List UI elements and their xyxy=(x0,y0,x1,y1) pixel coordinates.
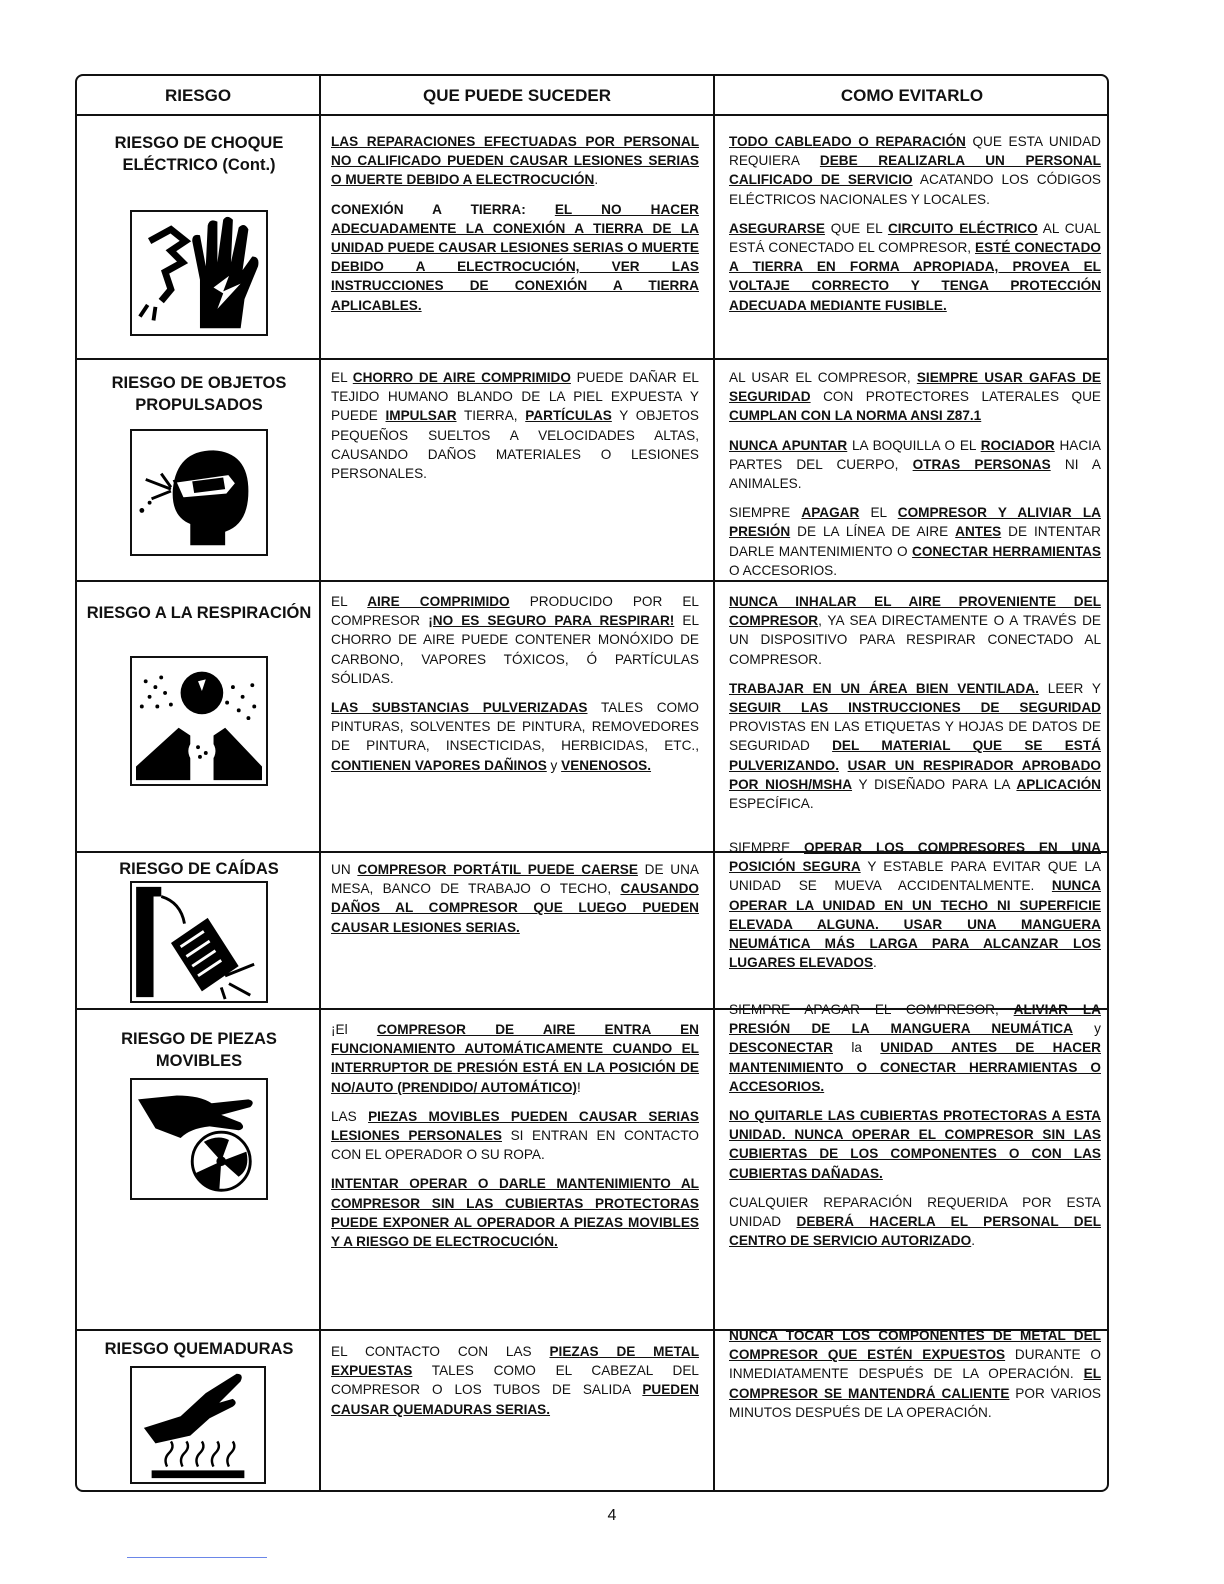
cell-paragraph xyxy=(331,698,699,775)
moving-parts-icon xyxy=(130,1078,268,1200)
text-run: la xyxy=(832,1040,881,1056)
emphasis-run: OPERAR LOS COMPRESORES EN UNA POSICIÓN SEGURA xyxy=(729,840,1101,875)
text-run: ESPECÍFICA. xyxy=(729,796,814,812)
header-que-puede-suceder: QUE PUEDE SUCEDER xyxy=(423,86,611,105)
emphasis-run: CONECTAR HERRAMIENTAS xyxy=(912,543,1101,559)
text-run: HACIA PARTES DEL CUERPO, xyxy=(729,437,1101,472)
text-run: SI ENTRAN EN CONTACTO CON EL OPERADOR O SU ROPA. xyxy=(331,1128,699,1163)
emphasis-run: SEGUIR LAS INSTRUCCIONES DE SEGURIDAD xyxy=(729,700,1101,716)
column-divider xyxy=(713,76,715,1490)
cell-paragraph xyxy=(729,368,1101,426)
text-run: LA BOQUILLA O EL xyxy=(847,437,981,453)
cell-paragraph xyxy=(729,219,1101,315)
emphasis-run: ASEGURARSE xyxy=(729,220,825,236)
que-cell xyxy=(331,368,699,493)
falling-compressor-icon xyxy=(130,881,268,1003)
emphasis-run: TRABAJAR EN UN ÁREA BIEN VENTILADA. xyxy=(729,680,1039,696)
emphasis-run: CAUSANDO DAÑOS AL COMPRESOR QUE LUEGO PUEDEN CAUSAR LESIONES SERIAS. xyxy=(331,881,699,935)
emphasis-run: COMPRESOR Y ALIVIAR LA PRESIÓN xyxy=(729,505,1101,540)
text-run: y xyxy=(546,757,562,773)
emphasis-run: COMPRESOR DE AIRE ENTRA EN FUNCIONAMIENTO AUTOMÁTICAMENTE CUANDO EL INTERRUPTOR DE PRESIÓN ESTÁ EN LA POSICIÓN DE NO/AUTO (PRENDIDO/ AUTOMÁTICO) xyxy=(331,1022,699,1095)
text-run: , YA SEA DIRECTAMENTE O A TRAVÉS DE UN DISPOSITIVO PARA RESPIRAR CONECTADO AL COMPRESOR. xyxy=(729,613,1101,667)
hazard-title: RIESGO DE CAÍDAS xyxy=(119,860,279,878)
emphasis-run: ANTES xyxy=(955,524,1002,540)
emphasis-run: SIEMPRE USAR GAFAS DE SEGURIDAD xyxy=(729,370,1101,405)
cell-paragraph xyxy=(729,132,1101,209)
text-run: DE UNA MESA, BANCO DE TRABAJO O TECHO, xyxy=(331,862,699,897)
hot-surface-icon xyxy=(130,1366,266,1484)
text-run: PRODUCIDO POR EL COMPRESOR xyxy=(331,594,699,629)
como-cell xyxy=(729,132,1101,325)
hazard-title: RIESGO A LA RESPIRACIÓN xyxy=(86,604,312,622)
emphasis-run: IMPULSAR xyxy=(385,408,457,424)
emphasis-run: PIEZAS MOVIBLES PUEDEN CAUSAR SERIAS LESIONES PERSONALES xyxy=(331,1108,699,1144)
emphasis-run: TODO CABLEADO O REPARACIÓN xyxy=(729,134,966,149)
emphasis-run: DESCONECTAR xyxy=(729,1040,833,1056)
emphasis-run: CIRCUITO ELÉCTRICO xyxy=(887,220,1038,236)
text-run: CUALQUIER REPARACIÓN REQUERIDA POR ESTA UNIDAD xyxy=(729,1194,1101,1230)
cell-paragraph xyxy=(729,436,1101,494)
text-run: Y OBJETOS PEQUEÑOS SUELTOS A VELOCIDADES ALTAS, CAUSANDO DAÑOS MATERIALES O LESIONES PERSONALES. xyxy=(331,408,699,482)
emphasis-run: ESTÉ CONECTADO A TIERRA EN FORMA APROPIADA, PROVEA EL VOLTAJE CORRECTO Y TENGA PROTECCIÓN ADECUADA MEDIANTE FUSIBLE. xyxy=(729,240,1102,313)
emphasis-run: CHORRO DE AIRE COMPRIMIDO xyxy=(352,370,571,385)
hazard-title: RIESGO DE PIEZAS MOVIBLES xyxy=(121,1030,277,1070)
cell-paragraph xyxy=(729,1106,1101,1183)
emphasis-run: PARTÍCULAS xyxy=(525,408,612,424)
footer-line xyxy=(127,1557,267,1558)
emphasis-run: EL NO HACER ADECUADAMENTE LA CONEXIÓN A TIERRA DE LA UNIDAD PUEDE CAUSAR LESIONES SERIAS O MUERTE DEBIDO A ELECTROCUCIÓN, VER LAS INSTRUCCIONES DE CONEXIÓN A TIERRA APLICABLES. xyxy=(331,201,699,313)
text-run: QUE EL xyxy=(824,220,888,236)
column-divider xyxy=(319,76,321,1490)
row-divider xyxy=(75,358,1109,360)
text-run: EL xyxy=(859,505,898,521)
emphasis-run: LAS REPARACIONES EFECTUADAS POR PERSONAL NO CALIFICADO PUEDEN CAUSAR LESIONES SERIAS O MUERTE DEBIDO A ELECTROCUCIÓN xyxy=(331,134,699,188)
respiration-hazard-icon xyxy=(130,656,268,786)
cell-paragraph xyxy=(729,1000,1101,1096)
cell-paragraph xyxy=(331,1174,699,1251)
emphasis-run: APLICACIÓN xyxy=(1016,776,1101,792)
emphasis-run: NUNCA OPERAR LA UNIDAD EN UN TECHO NI SUPERFICIE ELEVADA ALGUNA. USAR UNA MANGUERA NEUMÁTICA MÁS LARGA PARA ALCANZAR LOS LUGARES ELEVADOS xyxy=(729,878,1101,971)
text-run: . xyxy=(873,955,877,971)
cell-paragraph xyxy=(331,1107,699,1165)
text-run: EL CONTACTO CON LAS xyxy=(331,1344,550,1359)
text-run: SIEMPRE APAGAR EL COMPRESOR, xyxy=(729,1002,1014,1017)
text-run: ACATANDO LOS CÓDIGOS ELÉCTRICOS NACIONALES Y LOCALES. xyxy=(729,172,1101,207)
como-cell xyxy=(729,838,1101,982)
text-run: Y ESTABLE PARA EVITAR QUE LA UNIDAD SE MUEVA ACCIDENTALMENTE. xyxy=(729,859,1101,894)
text-run: ! xyxy=(576,1079,581,1095)
text-run: QUE ESTA UNIDAD REQUIERA xyxy=(729,134,1101,169)
emphasis-run: PUEDEN CAUSAR QUEMADURAS SERIAS. xyxy=(331,1382,699,1417)
text-run: PROVISTAS EN LAS ETIQUETAS Y HOJAS DE DATOS DE SEGURIDAD xyxy=(729,719,1101,754)
que-cell xyxy=(331,1020,699,1261)
text-run: TALES COMO EL CABEZAL DEL COMPRESOR O LOS TUBOS DE SALIDA xyxy=(331,1363,699,1398)
emphasis-run: CONEXIÓN A TIERRA: xyxy=(331,201,555,217)
text-run: DURANTE O INMEDIATAMENTE DESPUÉS DE LA OPERACIÓN. xyxy=(729,1347,1101,1382)
text-run: AL USAR EL COMPRESOR, xyxy=(729,370,917,385)
text-run: NI A ANIMALES. xyxy=(729,456,1101,492)
emphasis-run: PIEZAS DE METAL EXPUESTAS xyxy=(331,1344,699,1379)
emphasis-run: DEBE REALIZARLA UN PERSONAL CALIFICADO DE SERVICIO xyxy=(729,153,1101,188)
cell-paragraph xyxy=(331,860,699,937)
text-run: EL xyxy=(331,370,353,385)
emphasis-run: INTENTAR OPERAR O DARLE MANTENIMIENTO AL COMPRESOR SIN LAS CUBIERTAS PROTECTORAS PUEDE EXPONER AL OPERADOR A PIEZAS MOVIBLES Y A RIESGO DE ELECTROCUCIÓN. xyxy=(331,1176,699,1250)
cell-paragraph xyxy=(331,132,699,190)
emphasis-run: ROCIADOR xyxy=(980,437,1055,453)
cell-paragraph xyxy=(331,200,699,315)
text-run: DE INTENTAR DARLE MANTENIMIENTO O xyxy=(729,524,1101,559)
text-run: AL CUAL ESTÁ CONECTADO EL COMPRESOR, xyxy=(729,220,1101,256)
emphasis-run: AIRE COMPRIMIDO xyxy=(367,594,510,609)
que-cell xyxy=(331,1342,699,1429)
cell-paragraph xyxy=(331,592,699,688)
text-run: POR VARIOS MINUTOS DESPUÉS DE LA OPERACIÓN. xyxy=(729,1385,1101,1420)
emphasis-run: DEL MATERIAL QUE SE ESTÁ PULVERIZANDO. xyxy=(729,738,1101,773)
text-run: SIEMPRE xyxy=(729,505,802,521)
electric-shock-icon xyxy=(130,210,268,336)
emphasis-run: NO QUITARLE LAS CUBIERTAS PROTECTORAS A ESTA UNIDAD. NUNCA OPERAR EL COMPRESOR SIN LAS CUBIERTAS DE LOS COMPONENTES O CON LAS CUBIERTAS DAÑADAS. xyxy=(729,1108,1101,1181)
emphasis-run: DEBERÁ HACERLA EL PERSONAL DEL CENTRO DE SERVICIO AUTORIZADO xyxy=(729,1214,1101,1249)
cell-paragraph xyxy=(729,679,1101,813)
emphasis-run: CONTIENEN VAPORES DAÑINOS xyxy=(331,757,547,773)
emphasis-run: OTRAS PERSONAS xyxy=(912,456,1051,472)
como-cell xyxy=(729,1326,1101,1432)
text-run: PUEDE DAÑAR EL TEJIDO HUMANO BLANDO DE LA PIEL EXPUESTA Y PUEDE xyxy=(331,370,699,424)
emphasis-run: UNIDAD ANTES DE HACER MANTENIMIENTO O CONECTAR HERRAMIENTAS O ACCESORIOS. xyxy=(729,1040,1101,1094)
text-run: CON PROTECTORES LATERALES QUE xyxy=(810,389,1101,405)
eye-protection-icon xyxy=(130,429,268,556)
emphasis-run: NUNCA TOCAR LOS COMPONENTES DE METAL DEL COMPRESOR QUE ESTÉN EXPUESTOS xyxy=(729,1328,1101,1363)
text-run: Y DISEÑADO PARA LA xyxy=(852,776,1017,792)
cell-paragraph xyxy=(729,1193,1101,1251)
que-cell xyxy=(331,132,699,325)
emphasis-run: VENENOSOS. xyxy=(561,757,652,773)
emphasis-run: LAS SUBSTANCIAS PULVERIZADAS xyxy=(331,700,588,716)
text-run: . xyxy=(594,172,599,188)
emphasis-run: APAGAR xyxy=(801,505,860,521)
como-cell xyxy=(729,592,1101,823)
text-run xyxy=(839,758,848,773)
text-run: SIEMPRE xyxy=(729,840,805,855)
text-run: UN xyxy=(331,862,358,877)
cell-paragraph xyxy=(729,838,1101,972)
header-riesgo: RIESGO xyxy=(164,86,232,105)
text-run: LAS xyxy=(331,1108,369,1124)
emphasis-run: COMPRESOR PORTÁTIL PUEDE CAERSE xyxy=(357,862,638,877)
text-run: TIERRA, xyxy=(456,408,526,424)
text-run: EL xyxy=(331,594,368,609)
hazard-title: RIESGO QUEMADURAS xyxy=(104,1340,294,1358)
emphasis-run: USAR UN RESPIRADOR APROBADO POR NIOSH/MSHA xyxy=(729,757,1101,792)
cell-paragraph xyxy=(729,592,1101,669)
emphasis-run: NUNCA APUNTAR xyxy=(729,437,848,453)
hazard-title: RIESGO DE CHOQUE ELÉCTRICO (Cont.) xyxy=(114,134,284,174)
como-cell xyxy=(729,1000,1101,1260)
hazard-title: RIESGO DE OBJETOS PROPULSADOS xyxy=(111,374,287,414)
emphasis-run: CUMPLAN CON LA NORMA ANSI Z87.1 xyxy=(729,408,982,424)
text-run: . xyxy=(971,1233,975,1249)
page-number: 4 xyxy=(607,1507,617,1524)
emphasis-run: ALIVIAR LA PRESIÓN DE LA MANGUERA NEUMÁTICA xyxy=(729,1002,1101,1037)
cell-paragraph xyxy=(331,368,699,483)
hazard-table xyxy=(75,74,1109,1492)
cell-paragraph xyxy=(729,503,1101,580)
cell-paragraph xyxy=(729,1326,1101,1422)
text-run: y xyxy=(1072,1021,1101,1037)
emphasis-run: NUNCA INHALAR EL AIRE PROVENIENTE DEL COMPRESOR xyxy=(729,594,1101,629)
text-run: ¡El xyxy=(331,1022,377,1037)
como-cell xyxy=(729,368,1101,590)
que-cell xyxy=(331,592,699,785)
text-run: DE LA LÍNEA DE AIRE xyxy=(790,524,956,540)
emphasis-run: ¡NO ES SEGURO PARA RESPIRAR! xyxy=(428,613,675,629)
text-run: TALES COMO PINTURAS, SOLVENTES DE PINTURA, REMOVEDORES DE PINTURA, INSECTICIDAS, HERBICIDAS, ETC., xyxy=(331,700,699,754)
text-run: EL CHORRO DE AIRE PUEDE CONTENER MONÓXIDO DE CARBONO, VAPORES TÓXICOS, Ó PARTÍCULAS SÓLIDAS. xyxy=(331,613,700,686)
emphasis-run: EL COMPRESOR SE MANTENDRÁ CALIENTE xyxy=(729,1366,1101,1401)
text-run: O ACCESORIOS. xyxy=(729,562,838,578)
text-run: LEER Y xyxy=(1038,680,1101,696)
cell-paragraph xyxy=(331,1342,699,1419)
header-como-evitarlo: COMO EVITARLO xyxy=(840,86,984,105)
que-cell xyxy=(331,860,699,947)
cell-paragraph xyxy=(331,1020,699,1097)
